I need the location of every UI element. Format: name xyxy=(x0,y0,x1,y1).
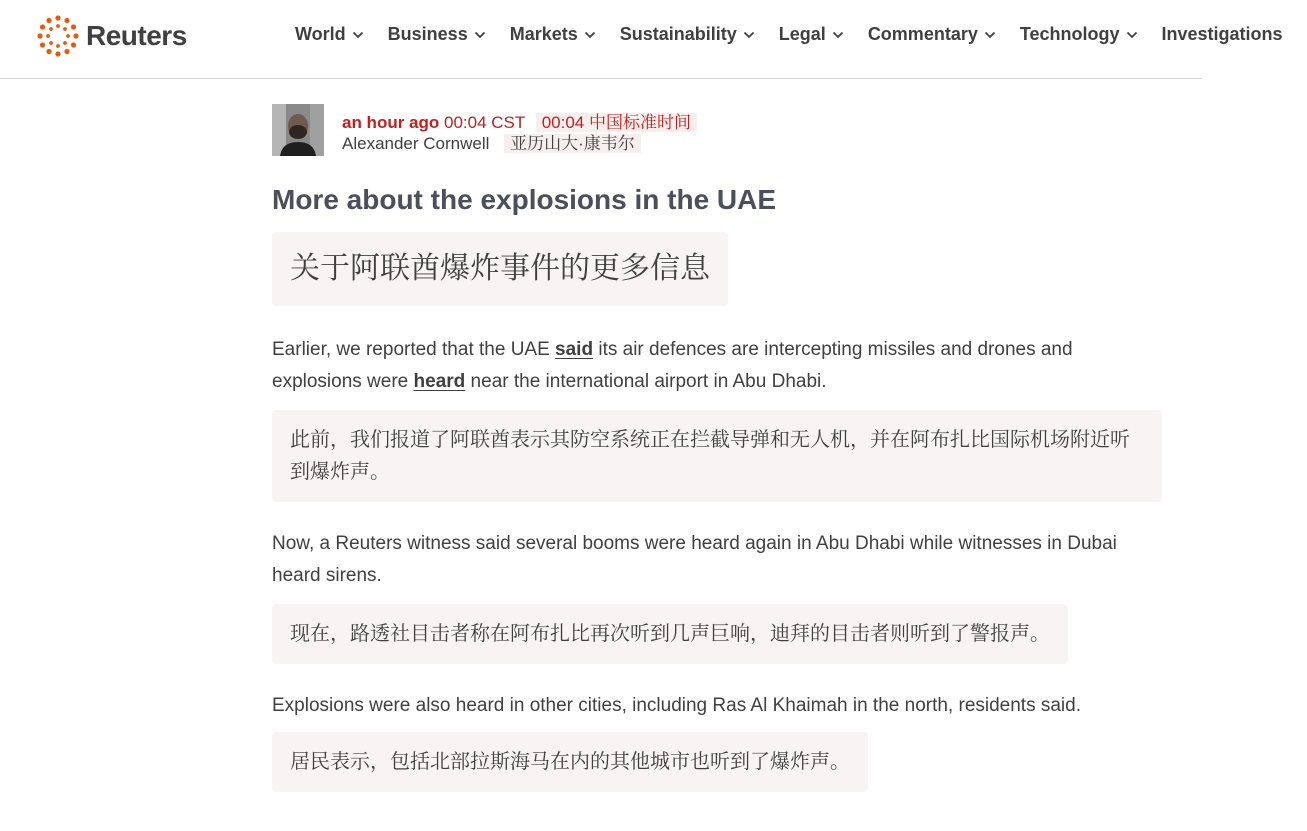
nav-item-label: Technology xyxy=(1019,24,1120,44)
nav-item-label: Business xyxy=(387,24,468,44)
paragraph-2-cn: 现在，路透社目击者称在阿布扎比再次听到几声巨响，迪拜的目击者则听到了警报声。 xyxy=(272,604,1068,664)
paragraph-text: Earlier, we reported that the UAE xyxy=(272,339,556,360)
author-name[interactable]: Alexander Cornwell xyxy=(342,134,490,153)
chevron-down-icon xyxy=(832,29,844,41)
nav-item-world[interactable] xyxy=(295,24,364,45)
nav-item-label: Investigations xyxy=(1161,24,1283,44)
chevron-down-icon xyxy=(1126,29,1138,41)
chevron-down-icon xyxy=(474,29,486,41)
paragraph-text: near the international airport in Abu Dhabi. xyxy=(465,371,827,392)
post-title: More about the explosions in the UAE xyxy=(272,184,777,215)
nav-item-label: Legal xyxy=(778,24,826,44)
nav-item-commentary[interactable] xyxy=(868,24,996,45)
main-nav xyxy=(295,24,1307,45)
reuters-logo[interactable] xyxy=(36,14,187,58)
post-title-cn: 关于阿联酋爆炸事件的更多信息 xyxy=(272,232,728,306)
logo-text: Reuters xyxy=(86,20,187,51)
chevron-down-icon xyxy=(584,29,596,41)
nav-item-label: Sustainability xyxy=(619,24,737,44)
nav-item-legal[interactable] xyxy=(779,24,844,45)
author-avatar[interactable] xyxy=(272,104,324,156)
nav-item-label: Commentary xyxy=(867,24,978,44)
chevron-down-icon xyxy=(352,29,364,41)
paragraph-text: its air defences are intercepting missiles and drones and explosions were xyxy=(272,339,1073,392)
paragraph-3-cn: 居民表示，包括北部拉斯海马在内的其他城市也听到了爆炸声。 xyxy=(272,732,868,792)
author xyxy=(342,134,697,154)
byline xyxy=(272,104,1162,160)
nav-item-investigations[interactable] xyxy=(1162,24,1283,45)
paragraph-3: Explosions were also heard in other cities, including Ras Al Khaimah in the north, residents said. xyxy=(272,695,1081,716)
nav-item-label: Markets xyxy=(509,24,578,44)
time-ago: an hour ago xyxy=(342,113,440,132)
link-said[interactable]: said xyxy=(555,339,594,360)
site-header xyxy=(0,0,1283,79)
live-post xyxy=(272,104,1162,792)
author-name-cn: 亚历山大·康韦尔 xyxy=(504,134,641,153)
paragraph-1-cn: 此前，我们报道了阿联酋表示其防空系统正在拦截导弹和无人机，并在阿布扎比国际机场附近听到爆炸声。 xyxy=(272,410,1162,502)
post-time xyxy=(342,112,697,134)
time-cn: 00:04 中国标准时间 xyxy=(536,113,697,132)
time-cst: 00:04 CST xyxy=(444,113,525,132)
chevron-down-icon xyxy=(984,29,996,41)
nav-item-business[interactable] xyxy=(388,24,486,45)
nav-item-sustainability[interactable] xyxy=(620,24,755,45)
reuters-logo-icon xyxy=(36,14,80,58)
nav-item-label: World xyxy=(295,24,346,44)
nav-item-technology[interactable] xyxy=(1020,24,1138,45)
link-heard[interactable]: heard xyxy=(413,371,466,392)
chevron-down-icon xyxy=(743,29,755,41)
paragraph-2: Now, a Reuters witness said several booms were heard again in Abu Dhabi while witnesses in Dubai heard sirens. xyxy=(272,533,1117,586)
byline-text xyxy=(342,112,697,154)
paragraph-1 xyxy=(272,334,1162,398)
nav-item-markets[interactable] xyxy=(510,24,596,45)
